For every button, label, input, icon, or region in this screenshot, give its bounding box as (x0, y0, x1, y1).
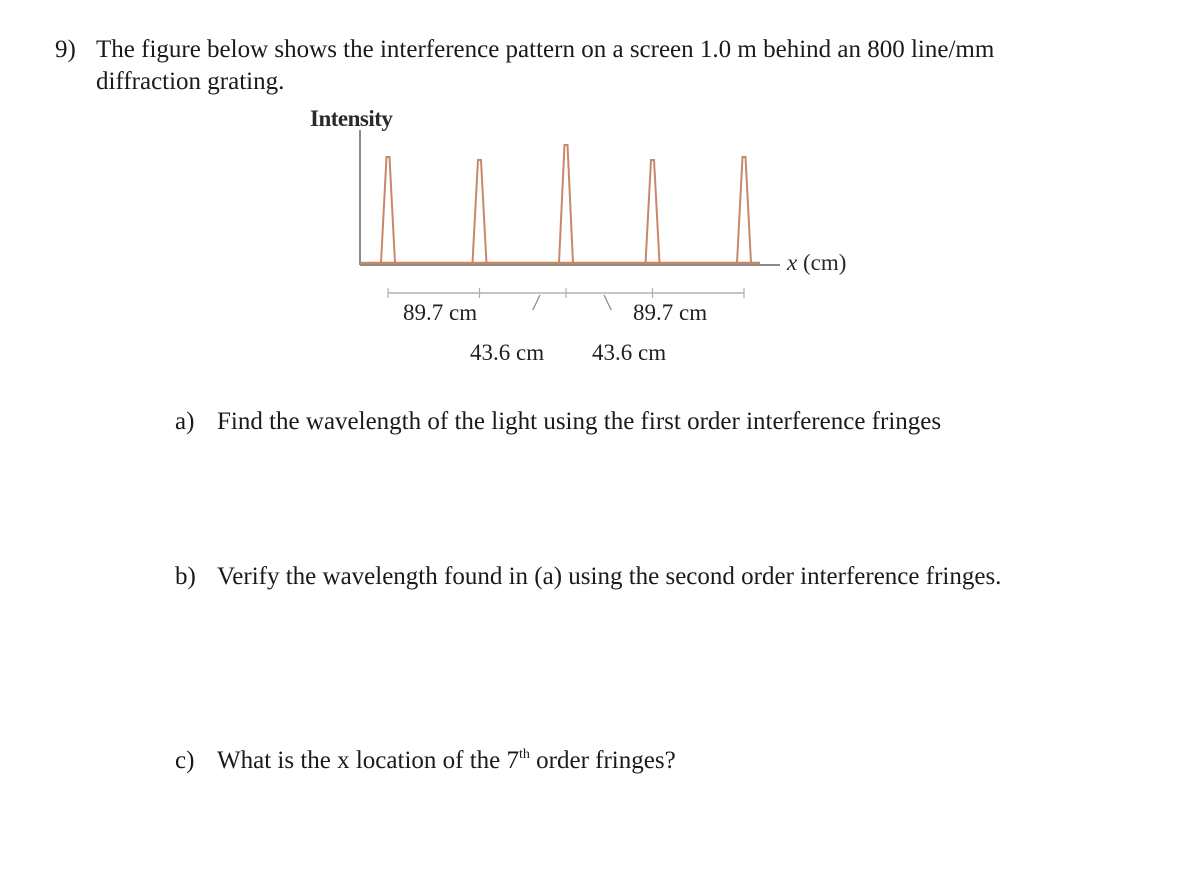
intensity-axis-label: Intensity (310, 106, 393, 131)
spacing-outer-right: 89.7 cm (633, 300, 708, 325)
spacing-inner-left: 43.6 cm (470, 340, 545, 365)
question-text-line1: The figure below shows the interference pattern on a screen 1.0 m behind an 800 line/mm (96, 36, 995, 63)
x-axis-variable: x (787, 250, 798, 275)
part-b (175, 563, 1001, 591)
part-c-text-after: order fringes? (529, 747, 676, 774)
intensity-peak (559, 145, 573, 263)
question-number: 9) (55, 36, 76, 63)
part-c-superscript: th (519, 747, 530, 762)
intensity-peak (737, 157, 751, 263)
leader-line-right (604, 295, 616, 310)
x-axis-unit: (cm) (797, 250, 847, 275)
question-text-line2: diffraction grating. (96, 68, 285, 95)
part-b-letter: b) (175, 563, 196, 590)
part-a-letter: a) (175, 408, 195, 435)
part-b-text: Verify the wavelength found in (a) using the second order interference fringes. (217, 563, 1002, 590)
spacing-outer-left: 89.7 cm (403, 300, 478, 325)
part-a (175, 408, 941, 436)
x-axis-label (787, 250, 846, 276)
leader-line-left (528, 295, 540, 310)
intensity-peak (381, 157, 395, 263)
part-c-text-before: What is the x location of the 7 (217, 747, 520, 774)
intensity-peaks (360, 145, 760, 263)
intensity-peak (472, 160, 486, 263)
interference-pattern-figure (340, 130, 800, 310)
spacing-inner-right: 43.6 cm (592, 340, 667, 365)
intensity-peak (646, 160, 660, 263)
part-c (175, 747, 676, 775)
part-a-text: Find the wavelength of the light using the first order interference fringes (217, 408, 942, 435)
part-c-letter: c) (175, 747, 195, 774)
